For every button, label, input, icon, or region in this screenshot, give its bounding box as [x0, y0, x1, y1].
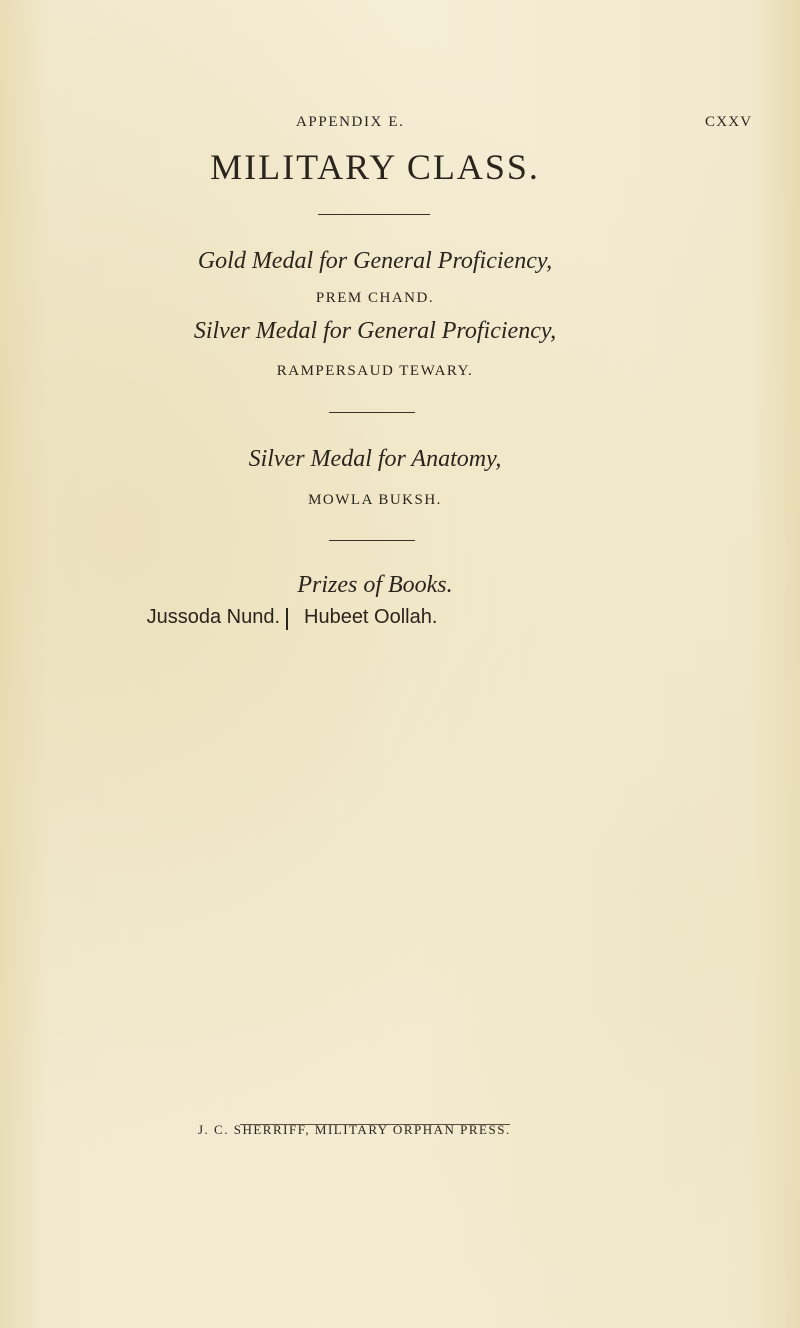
award-silver-medal-anatomy: Silver Medal for Anatomy, [248, 446, 502, 472]
running-title: APPENDIX E. [296, 114, 405, 130]
award-prizes-of-books: Prizes of Books. [297, 572, 453, 598]
recipient-book-prize: Hubeet Oollah. [304, 606, 438, 628]
recipient-book-prize: Jussoda Nund. [146, 606, 280, 628]
section-divider [318, 214, 430, 215]
running-head [0, 104, 800, 128]
award-silver-medal-general: Silver Medal for General Proficiency, [193, 318, 557, 344]
recipient-gold-medal: PREM CHAND. [315, 290, 435, 306]
section-divider [329, 540, 415, 541]
recipient-silver-medal-anatomy: MOWLA BUKSH. [308, 492, 442, 508]
page-title: MILITARY CLASS. [210, 147, 540, 187]
page-number: CXXV [705, 114, 753, 130]
recipient-silver-medal-general: RAMPERSAUD TEWARY. [276, 363, 474, 379]
section-divider [329, 412, 415, 413]
column-divider [286, 608, 288, 630]
printer-imprint: J. C. SHERRIFF, MILITARY ORPHAN PRESS. [198, 1122, 511, 1137]
award-gold-medal: Gold Medal for General Proficiency, [197, 248, 553, 274]
book-prize-recipients [0, 606, 750, 636]
